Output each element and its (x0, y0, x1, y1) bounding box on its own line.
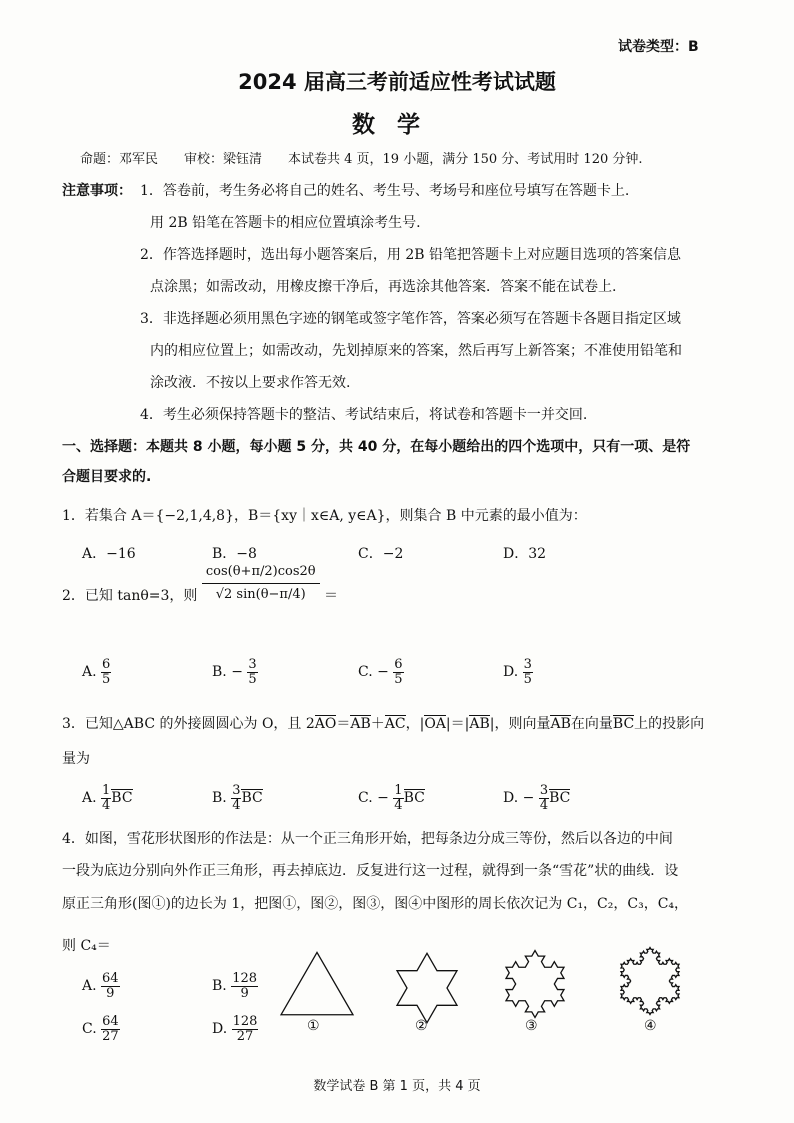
q3-vec-ao: AO (314, 716, 337, 732)
notice-3a: 3．非选择题必须用黑色字迹的钢笔或签字笔作答，答案必须写在答题卡各题目指定区域 (140, 311, 681, 327)
q2-option-c-label: C. − (358, 664, 389, 681)
q1-stem: 1．若集合 A＝{−2,1,4,8}，B＝{xy｜x∈A, y∈A}，则集合 B 中元素的最小值为： (62, 508, 587, 524)
subject-title: 数学 (352, 112, 442, 138)
q2-stem: 2．已知 tanθ=3，则 (62, 588, 198, 604)
q3-text-6: 上的投影向 (634, 716, 705, 732)
q3-plus: ＋ (370, 716, 385, 732)
q4-b-num: 128 (232, 971, 258, 986)
snowflake-figure-4 (605, 933, 695, 1023)
q1-option-a: A．−16 (82, 546, 136, 562)
notice-3c: 涂改液．不按以上要求作答无效. (150, 375, 351, 391)
q2-option-c (358, 658, 404, 686)
q3-stem-cont: 量为 (62, 751, 90, 767)
q2-expression (202, 561, 320, 605)
snowflake-figure-3 (490, 936, 580, 1026)
q3-a-den: 4 (102, 797, 111, 813)
notice-1b: 用 2B 铅笔在答题卡的相应位置填涂考生号. (150, 215, 421, 231)
q3-vec-ab-3: AB (550, 716, 571, 732)
q4-stem-3: 原正三角形(图①)的边长为 1，把图①，图②，图③，图④中图形的周长依次记为 C₁，C₂，C₃，C₄， (62, 896, 689, 912)
section-header-cont: 合题目要求的. (62, 469, 152, 485)
notice-3b: 内的相应位置上；如需改动，先划掉原来的答案，然后再写上新答案；不准使用铅笔和 (150, 343, 682, 359)
q2-c-den: 5 (394, 671, 403, 687)
q4-stem-4: 则 C₄＝ (62, 938, 111, 954)
q3-b-num: 3 (232, 783, 241, 798)
q1-option-d: D．32 (503, 546, 547, 562)
q3-a-vec: BC (111, 790, 133, 807)
q3-c-den: 4 (394, 797, 403, 813)
q4-d-den: 27 (236, 1028, 254, 1044)
q2-b-den: 5 (248, 671, 257, 687)
q4-d-num: 128 (232, 1014, 258, 1029)
q2-a-den: 5 (102, 671, 111, 687)
figure-label-3: ③ (525, 1018, 538, 1034)
q4-b-den: 9 (240, 985, 249, 1001)
q3-option-a-label: A. (82, 790, 97, 807)
q4-stem-1: 4．如图，雪花形状图形的作法是：从一个正三角形开始，把每条边分成三等份，然后以各边的中间 (62, 831, 673, 847)
q2-a-num: 6 (102, 657, 111, 672)
q2-equals: ＝ (324, 588, 339, 604)
q2-option-d-label: D. (503, 664, 519, 681)
q4-option-d-label: D. (212, 1021, 228, 1038)
snowflake-figure-2 (382, 942, 472, 1027)
q4-c-den: 27 (102, 1028, 119, 1044)
q4-c-num: 64 (102, 1014, 119, 1029)
q3-eq: ＝ (336, 716, 351, 732)
notice-1: 1．答卷前，考生务必将自己的姓名、考生号、考场号和座位号填写在答题卡上. (140, 183, 630, 199)
page-footer: 数学试卷 B 第 1 页，共 4 页 (313, 1079, 481, 1094)
q2-denominator: √2 sin(θ−π/4) (215, 586, 306, 602)
snowflake-outline (281, 952, 353, 1014)
q3-vec-ab-2: AB (469, 716, 490, 732)
exam-title: 2024 届高三考前适应性考试试题 (238, 70, 556, 94)
q3-option-c (358, 784, 425, 812)
q3-d-vec: BC (549, 790, 571, 807)
exam-meta: 命题：邓军民 审校：梁钰清 本试卷共 4 页，19 小题，满分 150 分、考试用时 120 分钟. (80, 152, 643, 167)
q3-vec-oa: OA (424, 716, 446, 732)
figure-label-2: ② (415, 1018, 428, 1034)
q3-option-d-label: D. − (503, 790, 535, 807)
q3-vec-ac: AC (384, 716, 406, 732)
q3-option-b-label: B. (212, 790, 227, 807)
q3-option-d (503, 784, 570, 812)
q1-option-c: C．−2 (358, 546, 404, 562)
q4-a-den: 9 (106, 985, 115, 1001)
q2-option-b (212, 658, 258, 686)
q3-text-1: 3．已知△ABC 的外接圆圆心为 O，且 2 (62, 716, 315, 732)
q4-option-b-label: B. (212, 978, 227, 995)
q2-c-num: 6 (394, 657, 403, 672)
section-header: 一、选择题：本题共 8 小题，每小题 5 分，共 40 分，在每小题给出的四个选项中，只有一项、是符 (62, 439, 691, 455)
q4-option-c-label: C. (82, 1021, 97, 1038)
q3-text-2: ，| (405, 716, 425, 732)
q4-option-b (212, 972, 258, 1000)
figure-label-1: ① (307, 1018, 320, 1034)
q3-option-b (212, 784, 263, 812)
q2-option-d (503, 658, 533, 686)
q1-option-b: B．−8 (212, 546, 257, 562)
q3-stem (62, 713, 704, 733)
q2-option-a-label: A. (82, 664, 97, 681)
notice-2a: 2．作答选择题时，选出每小题答案后，用 2B 铅笔把答题卡上对应题目选项的答案信息 (140, 247, 682, 263)
notice-label: 注意事项： (62, 183, 132, 199)
q4-option-d (212, 1015, 258, 1043)
q3-text-3: |＝| (445, 716, 470, 732)
q3-vec-ab: AB (350, 716, 371, 732)
q2-option-a (82, 658, 111, 686)
q3-b-den: 4 (232, 797, 241, 813)
q3-text-5: 在向量 (570, 716, 613, 732)
snowflake-outline (397, 953, 457, 1022)
q3-d-den: 4 (539, 797, 549, 813)
q2-numerator: cos(θ+π/2)cos2θ (202, 561, 320, 584)
q2-b-num: 3 (248, 657, 257, 672)
q3-c-num: 1 (394, 783, 403, 798)
q2-d-den: 5 (523, 671, 532, 687)
q4-option-c (82, 1015, 120, 1043)
snowflake-outline (621, 948, 679, 1015)
q3-b-vec: BC (241, 790, 263, 807)
snowflake-outline (506, 951, 564, 1018)
q3-text-4: |，则向量 (489, 716, 551, 732)
q2-d-num: 3 (523, 657, 532, 672)
q3-a-num: 1 (102, 783, 111, 798)
q3-option-c-label: C. − (358, 790, 389, 807)
notice-4: 4．考生必须保持答题卡的整洁、考试结束后，将试卷和答题卡一并交回. (140, 407, 588, 423)
q4-a-num: 64 (102, 971, 119, 986)
notice-2b: 点涂黑；如需改动，用橡皮擦干净后，再选涂其他答案．答案不能在试卷上. (150, 279, 617, 295)
q3-vec-bc: BC (612, 716, 635, 732)
snowflake-figure-1 (272, 950, 362, 1025)
figure-label-4: ④ (644, 1018, 657, 1034)
q3-option-a (82, 784, 133, 812)
q4-option-a-label: A. (82, 978, 97, 995)
q4-option-a (82, 972, 120, 1000)
paper-type: 试卷类型：B (618, 39, 699, 55)
q3-c-vec: BC (403, 790, 425, 807)
q3-d-num: 3 (539, 783, 549, 798)
q4-stem-2: 一段为底边分别向外作正三角形，再去掉底边．反复进行这一过程，就得到一条“雪花”状的曲线．设 (62, 863, 679, 879)
q2-option-b-label: B. − (212, 664, 243, 681)
